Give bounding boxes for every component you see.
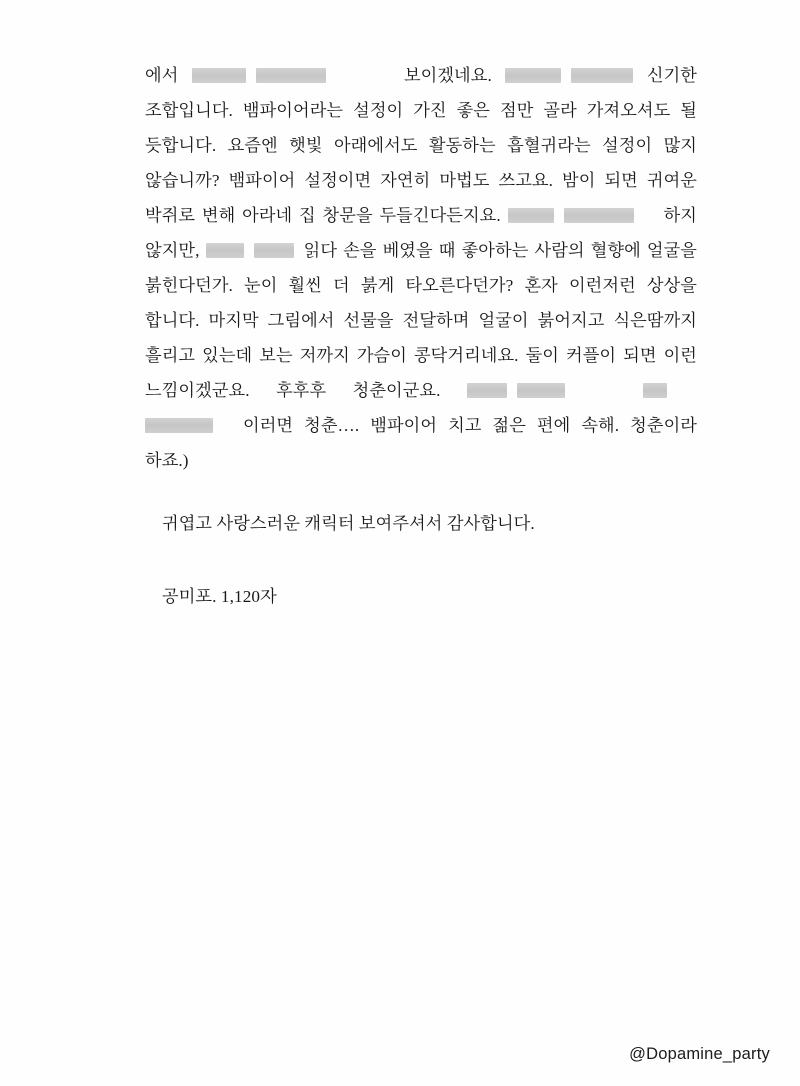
redaction-bar <box>256 68 326 83</box>
text-run: 신기한 조합입니다. 뱀파이어라는 설정이 가진 좋은 점만 골라 가져오셔도 될 듯합니다. 요즘엔 햇빛 아래에서도 활동하는 흡혈귀라는 설정이 많지 않습니까? 뱀파이어 설정이면 자연히 마법도 쓰고요. 밤이 되면 귀여운 박쥐로 변해 아라네 집 창문을 두들긴다든지요. <box>145 66 698 225</box>
redaction-bar <box>505 68 561 83</box>
text-run: 하지 않지만, <box>145 206 697 260</box>
text-run: 읽다 손을 베였을 때 좋아하는 사람의 혈향에 얼굴을 붉힌다던가. 눈이 훨씬 더 붉게 타오른다던가? 혼자 이런저런 상상을 합니다. 마지막 그림에서 선물을 전달하며 얼굴이 붉어지고 식은땀까지 흘리고 있는데 보는 저까지 가슴이 콩닥거리네요. 둘이 커플이 되면 이런 느낌이겠군요. 후후후 청춘이군요. <box>145 241 698 400</box>
text-run: 이러면 청춘…. 뱀파이어 치고 젊은 편에 속해. 청춘이라 하죠.) <box>145 416 697 470</box>
watermark-handle: @Dopamine_party <box>629 1045 770 1063</box>
redaction-bar <box>517 383 565 398</box>
redaction-bar <box>508 208 554 223</box>
document-text-body <box>145 58 697 614</box>
redaction-bar <box>254 243 294 258</box>
redaction-bar <box>643 383 667 398</box>
text-run: 보이겠네요. <box>403 66 506 85</box>
paragraph-thanks: 귀엽고 사랑스러운 캐릭터 보여주셔서 감사합니다. <box>162 514 535 533</box>
redaction-bar <box>145 418 213 433</box>
paragraph-main <box>145 58 697 478</box>
redaction-bar <box>467 383 507 398</box>
redaction-bar <box>571 68 633 83</box>
paragraph-character-count: 공미포. 1,120자 <box>162 587 277 606</box>
redaction-bar <box>206 243 244 258</box>
text-run: 에서 <box>145 66 192 85</box>
redaction-bar <box>192 68 246 83</box>
redaction-bar <box>564 208 634 223</box>
